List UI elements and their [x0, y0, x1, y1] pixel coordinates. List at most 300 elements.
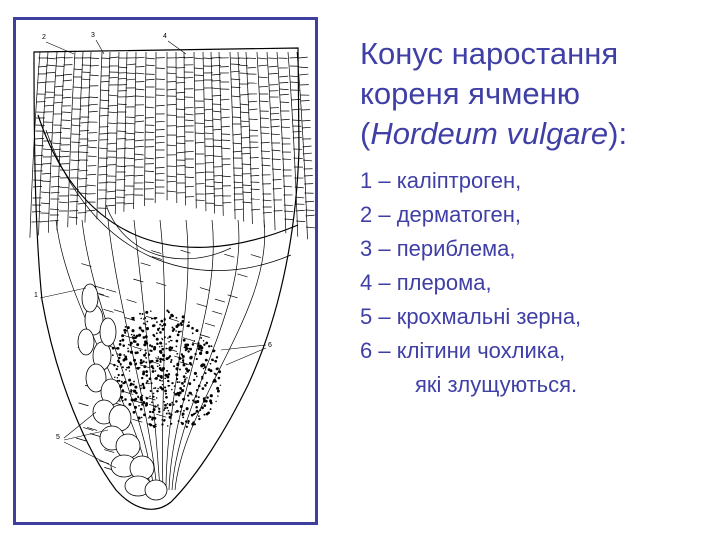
label-leader-line — [40, 288, 86, 298]
starch-grain — [183, 364, 186, 367]
cell-wall — [233, 143, 242, 144]
starch-grain — [185, 372, 187, 374]
starch-grain — [130, 389, 132, 391]
cell-wall — [55, 86, 64, 87]
starch-grain — [217, 395, 218, 396]
starch-grain — [137, 367, 140, 370]
cell-wall — [118, 104, 127, 105]
starch-grain — [216, 367, 218, 369]
starch-grain — [117, 377, 119, 379]
starch-grain — [130, 351, 133, 354]
title-line-2: кореня ячменю — [360, 76, 581, 111]
starch-grain — [163, 401, 165, 403]
starch-grain — [177, 381, 179, 383]
cell-wall — [107, 198, 116, 199]
cell-file — [76, 52, 83, 225]
starch-grain — [152, 396, 154, 398]
cell-wall — [87, 185, 96, 186]
cell-wall — [135, 159, 144, 160]
starch-grain — [169, 348, 172, 351]
legend-item-1: 1 – каліптроген, — [360, 168, 522, 193]
species-name: Hordeum vulgare — [370, 116, 609, 151]
cell-wall — [81, 79, 90, 80]
cell-wall — [126, 123, 135, 124]
cell-wall — [224, 254, 234, 257]
starch-grain — [159, 386, 162, 389]
cell-wall — [126, 300, 136, 303]
cell-wall — [249, 147, 258, 148]
cell-wall — [126, 133, 135, 134]
starch-grain — [146, 397, 148, 399]
cell-wall — [109, 77, 118, 78]
cell-wall — [146, 58, 155, 59]
cell-wall — [205, 155, 214, 156]
cell-wall — [259, 86, 268, 87]
starch-grain — [145, 404, 147, 406]
cell-wall — [156, 68, 165, 69]
tissue-boundary-arc — [106, 205, 231, 259]
starch-grain — [187, 350, 189, 352]
starch-grain — [165, 396, 168, 399]
cell-wall — [242, 192, 251, 193]
starch-grain — [135, 363, 137, 365]
starch-grain — [118, 357, 120, 359]
starch-grain — [144, 349, 146, 351]
starch-grain — [203, 368, 205, 370]
cell-wall — [63, 89, 72, 90]
starch-grain — [195, 329, 198, 332]
starch-grain — [162, 384, 163, 385]
starch-grain — [198, 385, 201, 388]
starch-grain — [174, 385, 176, 387]
cell-file — [267, 52, 275, 230]
cell-wall — [233, 182, 242, 183]
starch-grain — [143, 365, 146, 368]
starch-grain — [143, 354, 146, 357]
starch-grain — [148, 383, 149, 384]
cell-wall — [126, 64, 135, 65]
starch-grain — [117, 347, 120, 350]
cell-wall — [132, 419, 142, 422]
cell-wall — [259, 101, 268, 102]
cell-wall — [156, 121, 165, 122]
starch-grain — [145, 357, 147, 359]
cell-wall — [241, 147, 250, 148]
starch-grain — [188, 382, 191, 385]
starch-grain — [159, 342, 162, 345]
cell-wall — [109, 95, 118, 96]
starch-grain — [141, 404, 143, 406]
starch-grain — [220, 385, 221, 386]
starch-grain — [161, 419, 163, 421]
starch-grain — [121, 381, 123, 383]
cell-wall — [41, 203, 50, 204]
starch-grain — [179, 369, 181, 371]
cell-wall — [240, 112, 249, 113]
starch-grain — [171, 382, 173, 384]
starch-grain — [162, 354, 165, 357]
starch-grain — [189, 392, 192, 395]
starch-grain — [150, 390, 152, 392]
starch-grain — [173, 392, 174, 393]
cell-wall — [293, 131, 302, 132]
starch-grain — [136, 343, 139, 346]
cell-wall — [215, 299, 225, 302]
starch-grain — [183, 339, 186, 342]
label-leader-line — [168, 41, 186, 54]
cell-wall — [250, 168, 259, 169]
starch-grain — [181, 320, 184, 323]
starch-grain — [184, 345, 187, 348]
starch-grain — [177, 394, 179, 396]
starch-grain — [180, 331, 182, 333]
cell-wall — [248, 101, 257, 102]
cell-wall — [184, 57, 193, 58]
starch-grain — [164, 377, 166, 379]
cell-wall — [54, 102, 63, 103]
figure-frame — [13, 17, 318, 525]
cell-wall — [261, 151, 270, 152]
cell-wall — [281, 119, 290, 120]
cell-wall — [212, 311, 222, 314]
starch-grain — [134, 340, 136, 342]
starch-grain — [144, 340, 147, 343]
starch-grain — [178, 420, 180, 422]
starch-grain — [166, 407, 168, 409]
starch-grain — [196, 376, 198, 378]
starch-grain — [209, 399, 212, 402]
starch-grain — [169, 316, 171, 318]
cell-wall — [280, 89, 289, 90]
starch-grain — [120, 385, 123, 388]
starch-grain — [122, 366, 124, 368]
cell-wall — [42, 173, 51, 174]
starch-grain — [145, 335, 148, 338]
starch-grain — [187, 422, 189, 424]
cell-wall — [59, 202, 68, 203]
cell-wall — [204, 120, 213, 121]
cell-wall — [86, 210, 95, 211]
starch-grain — [162, 358, 165, 361]
starch-grain — [133, 359, 136, 362]
cell-wall — [258, 58, 267, 59]
title-line-1: Конус наростання — [360, 36, 619, 71]
starch-grain — [205, 342, 208, 345]
starch-grain — [205, 385, 207, 387]
cell-wall — [167, 104, 176, 105]
cell-wall — [90, 65, 99, 66]
legend-item-3: 3 – периблема, — [360, 236, 516, 261]
cell-file — [124, 52, 127, 212]
cell-wall — [232, 107, 241, 108]
starch-grain — [200, 346, 203, 349]
starch-grain — [170, 414, 172, 416]
starch-grain — [162, 328, 165, 331]
starch-grain — [129, 384, 131, 386]
starch-grain — [148, 353, 150, 355]
starch-grain — [143, 413, 146, 416]
cell-wall — [176, 77, 185, 78]
starch-grain — [208, 345, 210, 347]
cell-wall — [134, 175, 143, 176]
cell-wall — [232, 117, 241, 118]
cell-wall — [303, 146, 312, 147]
cell-wall — [167, 145, 176, 146]
cell-wall — [200, 288, 210, 291]
starch-grain — [160, 351, 163, 354]
starch-grain — [145, 361, 147, 363]
starch-grain — [168, 341, 170, 343]
cell-wall — [213, 146, 222, 147]
starch-grain — [179, 391, 182, 394]
starch-grain — [138, 334, 141, 337]
legend-item-5: 5 – крохмальні зерна, — [360, 304, 582, 329]
starch-grain — [155, 387, 157, 389]
cell-wall — [156, 95, 165, 96]
cell-wall — [251, 255, 261, 258]
starch-grain — [131, 334, 133, 336]
starch-grain — [157, 388, 159, 390]
cell-wall — [133, 346, 143, 349]
starch-grain — [156, 397, 157, 398]
starch-grain — [167, 425, 169, 427]
cell-file — [68, 52, 75, 227]
cell-wall — [176, 109, 185, 110]
cell-wall — [126, 117, 135, 118]
cell-wall — [301, 120, 310, 121]
starch-grain — [176, 363, 179, 366]
cell-wall — [108, 123, 117, 124]
cell-wall — [213, 129, 222, 130]
cell-wall — [114, 310, 124, 313]
cell-wall — [270, 113, 279, 114]
starch-grain — [119, 343, 122, 346]
starch-grain — [192, 343, 194, 345]
starch-grain — [119, 340, 121, 342]
starch-grain — [156, 338, 159, 341]
starch-grain — [161, 325, 163, 327]
starch-grain — [164, 374, 167, 377]
cell-wall — [299, 57, 308, 58]
starch-grain — [133, 381, 135, 383]
cell-wall — [62, 112, 71, 113]
figure-label-3: 3 — [91, 32, 95, 39]
cell-file — [39, 52, 48, 235]
starch-grain — [164, 336, 166, 338]
starch-grain — [184, 381, 186, 383]
starch-grain — [120, 363, 122, 365]
starch-grain — [195, 412, 197, 414]
starch-grain — [129, 344, 131, 346]
starch-grain — [192, 399, 194, 401]
starch-grain — [176, 346, 178, 348]
starch-grain — [126, 330, 128, 332]
starch-grain — [204, 372, 206, 374]
starch-grain — [153, 425, 156, 428]
starch-grain — [134, 398, 137, 401]
cell-wall — [106, 289, 116, 292]
starch-grain — [164, 404, 167, 407]
cell-wall — [212, 80, 221, 81]
starch-grain — [151, 402, 153, 404]
starch-grain — [176, 353, 178, 355]
cell-wall — [299, 74, 308, 75]
starch-grain — [159, 331, 162, 334]
starch-grain — [151, 345, 153, 347]
starch-grain — [140, 408, 143, 411]
starch-grain — [161, 338, 162, 339]
cell-wall — [272, 159, 281, 160]
cell-wall — [241, 126, 250, 127]
figure-label-1: 1 — [34, 292, 38, 299]
starch-grain — [182, 416, 184, 418]
starch-grain — [140, 350, 142, 352]
starch-grain — [186, 377, 188, 379]
cell-wall — [125, 175, 134, 176]
cell-wall — [135, 115, 144, 116]
starch-grain — [118, 354, 120, 356]
cell-wall — [205, 186, 214, 187]
starch-grain — [183, 375, 186, 378]
cell-wall — [156, 157, 165, 158]
starch-grain — [156, 321, 158, 323]
starch-grain — [140, 359, 142, 361]
cell-wall — [126, 79, 135, 80]
starch-grain — [167, 337, 168, 338]
starch-grain — [112, 354, 114, 356]
starch-grain — [141, 377, 143, 379]
cell-wall — [197, 304, 207, 307]
starch-grain — [112, 347, 115, 350]
cell-wall — [176, 82, 185, 83]
cell-wall — [61, 151, 70, 152]
starch-grain — [189, 362, 192, 365]
cell-wall — [176, 126, 185, 127]
starch-grain — [194, 372, 197, 375]
cell-wall — [292, 109, 301, 110]
cell-wall — [156, 105, 165, 106]
starch-grain — [146, 327, 149, 330]
cell-wall — [176, 99, 185, 100]
cell-wall — [145, 158, 154, 159]
starch-grain — [159, 364, 161, 366]
cell-wall — [89, 97, 98, 98]
starch-grain — [205, 359, 208, 362]
starch-grain — [150, 365, 153, 368]
starch-grain — [160, 369, 162, 371]
cell-wall — [212, 95, 221, 96]
cell-wall — [145, 171, 154, 172]
cell-wall — [62, 97, 71, 98]
starch-grain — [182, 413, 185, 416]
starch-grain — [204, 366, 206, 368]
cell-wall — [228, 295, 238, 298]
starch-grain — [113, 364, 115, 366]
starch-grain — [199, 352, 202, 355]
figure-label-6: 6 — [268, 342, 272, 349]
cell-file — [184, 52, 185, 205]
starch-grain — [165, 348, 167, 350]
starch-grain — [157, 404, 159, 406]
starch-grain — [206, 413, 209, 416]
cell-wall — [156, 283, 166, 286]
starch-grain — [181, 389, 184, 392]
starch-grain — [134, 386, 137, 389]
cell-wall — [135, 81, 144, 82]
starch-grain — [127, 326, 130, 329]
starch-grain — [136, 351, 139, 354]
starch-grain — [216, 357, 218, 359]
cell-wall — [43, 149, 52, 150]
label-leader-line — [221, 345, 266, 350]
cell-wall — [89, 104, 98, 105]
cell-wall — [156, 136, 165, 137]
cell-wall — [241, 153, 250, 154]
cell-wall — [280, 102, 289, 103]
cell-wall — [135, 132, 144, 133]
cell-wall — [222, 176, 231, 177]
cell-wall — [176, 92, 185, 93]
starch-grain — [140, 396, 143, 399]
figure-label-4: 4 — [163, 33, 167, 40]
starch-grain — [182, 361, 184, 363]
cell-wall — [100, 108, 109, 109]
starch-grain — [175, 317, 177, 319]
starch-grain — [186, 407, 189, 410]
cell-wall — [135, 73, 144, 74]
starch-grain — [138, 416, 141, 419]
starch-grain — [127, 348, 129, 350]
starch-grain — [188, 348, 190, 350]
cell-wall — [118, 78, 127, 79]
cell-wall — [136, 66, 145, 67]
starch-grain — [150, 382, 152, 384]
starch-grain — [203, 414, 205, 416]
cell-wall — [195, 107, 204, 108]
starch-grain — [141, 417, 143, 419]
starch-grain — [128, 344, 129, 345]
starch-grain — [167, 380, 169, 382]
starch-grain — [118, 361, 120, 363]
starch-grain — [173, 365, 175, 367]
starch-grain — [133, 334, 135, 336]
starch-grain — [166, 357, 169, 360]
starch-grain — [182, 398, 185, 401]
cell-wall — [241, 137, 250, 138]
cell-file — [57, 52, 65, 230]
starch-grain — [153, 324, 156, 327]
starch-grain — [158, 410, 160, 412]
cap-cell-file — [169, 220, 213, 490]
starch-grain — [203, 364, 206, 367]
cell-wall — [109, 57, 118, 58]
starch-grain — [182, 355, 185, 358]
starch-grain — [161, 377, 163, 379]
starch-grain — [203, 340, 205, 342]
legend-item-2: 2 – дерматоген, — [360, 202, 521, 227]
cell-wall — [146, 65, 155, 66]
starch-grain — [139, 327, 142, 330]
starch-grain — [142, 383, 145, 386]
cell-file — [257, 52, 264, 227]
starch-grain — [175, 411, 177, 413]
cell-wall — [63, 80, 72, 81]
starch-grain — [182, 359, 184, 361]
cell-wall — [220, 99, 229, 100]
starch-grain — [154, 317, 157, 320]
starch-grain — [140, 361, 143, 364]
starch-grain — [155, 370, 157, 372]
